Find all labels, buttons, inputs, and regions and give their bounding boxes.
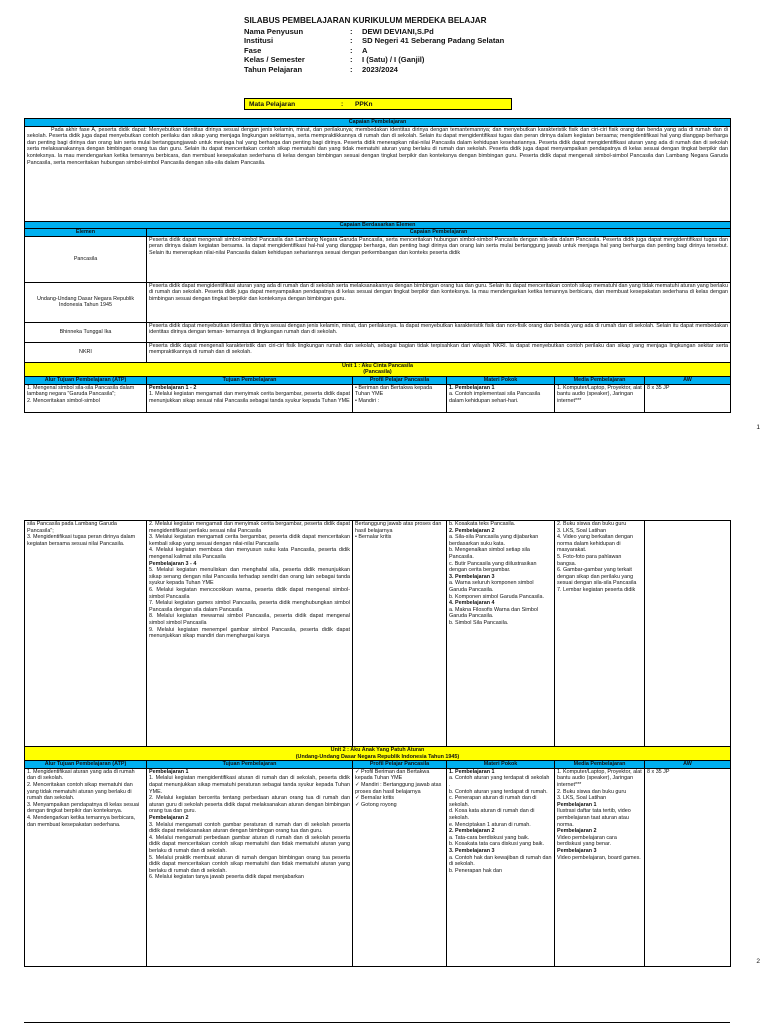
elemen-text: Peserta didik dapat mengenali simbol-simbol Pancasila dan Lambang Negara Garuda Pancasila, serta menceritakan hubungan simbol-simbol Pancasila dengan sila-sila dalam Pancasila. Peserta didik juga dapat mengidentifikasi tugas dan peran dirinya dalam kegiatan bersama. Ia dapat mengidentifikasi hal-hal yang dianggap berharga, dan penting bagi dirinya dan orang lain serta mulai bertanggung jawab untuk menjaga hal yang berharga dan penting bagi dirinya tersebut. Selain itu menerapkan nilai-nilai Pancasila dalam kehidupan sehariannya sesuai dengan perkembangan dan konteks peserta didik [147, 236, 731, 282]
elemen-name: Pancasila [25, 236, 147, 282]
profil-cell: • Beriman dan Bertakwa kepada Tuhan YME • Mandiri : [353, 384, 447, 412]
column-header: Materi Pokok [447, 376, 555, 384]
column-header: Profil Pelajar Pancasila [353, 376, 447, 384]
column-header: Alur Tujuan Pembelajaran (ATP) [25, 761, 147, 769]
tp-cell: Pembelajaran 1 - 2 1. Melalui kegiatan mengamati dan menyimak cerita bergambar, peserta didik dapat menunjukkan sikap sesuai nilai Pancasila sebagai tanda syukur kepada Tuhan YME [147, 384, 353, 412]
media-cell: 1. Komputer/Laptop, Proyektor, alat bantu audio (speaker), Jaringan internet*** [555, 384, 645, 412]
aw-cell [645, 521, 731, 747]
column-header: AW [645, 376, 731, 384]
unit2-title: Unit 2 : Aku Anak Yang Patuh Aturan (Undang-Undang Dasar Negara Republik Indonesia Tahun 1945) [25, 747, 731, 761]
profil-cell: Bertanggung jawab atas proses dan hasil belajarnya • Bernalar kritis [353, 521, 447, 747]
column-header: Tujuan Pembelajaran [147, 376, 353, 384]
atp-cell: sila Pancasila pada Lambang Garuda Pancasila"; 3. Mengidentifikasi tugas peran dirinya dalam kegiatan bersama sesuai nilai Pancasila. [25, 521, 147, 747]
elemen-col-header: Elemen [25, 229, 147, 237]
page-1 [0, 0, 768, 440]
capaian-text: Pada akhir fase A, peserta didik dapat: Menyebutkan identitas dirinya sesuai dengan jenis kelamin, minat, dan perilakunya; membedakan identitas dirinya dengan temantemannya; dan menyebutkan karakteristik fisik dan ciri-ciri fisik orang dan benda yang ada di rumah dan di sekolah. Peserta didik juga dapat menyebutkan contoh perilaku dan sikap yang menjaga lingkungan sekitarnya, serta mempraktikkannya di rumah dan di sekolah. Selain itu dapat mengidentifikasi tugas dan peran dirinya dalam kegiatan bersama; mengidentifikasi hal yang dianggap berharga dan penting bagi dirinya dan orang lain serta mulai bertanggungjawab untuk menjaga hal yang berharga dan penting bagi dirinya. Peserta didik menerapkan nilai-nilai Pancasila dalam kehidupan kesehariannya. Peserta didik dapat mengidentifikasi aturan yang ada di rumah dan di sekolah serta melaksanakannya dengan bimbingan orang tua dan guru. Selain itu dapat menceritakan contoh sikap mematuhi dan yang tidak mematuhi aturan yang berlaku di rumah dan sekolah. Peserta didik juga dapat menyampaikan pendapatnya di kelas sesuai dengan tingkat berpikir dan konteksnya. Ia mau mendengarkan ketika temannya berbicara, dan membuat kesepakatan sederhana di kelas dengan bimbingan sesuai dengan tingkat berpikir dan konteksnya dengan bimbingan guru. Peserta didik dapat mengenali simbol-simbol Pancasila dan Lambang Negara Garuda Pancasila, serta menceritakan hubungan simbol-simbol Pancasila dengan sila-sila dalam Pancasila. [25, 126, 731, 221]
unit1-title: Unit 1 : Aku Cinta Pancasila (Pancasila) [25, 362, 731, 376]
field-row: Fase : A [244, 45, 368, 55]
elemen-text: Peserta didik dapat mengidentifikasi aturan yang ada di rumah dan di sekolah serta melaksanakannya dengan bimbingan orang tua dan guru. Selain itu dapat menceritakan contoh sikap mematuhi dan yang tidak mematuhi aturan yang berlaku di rumah dan sekolah. Peserta didik juga dapat menyampaikan pendapatnya di kelas sesuai dengan tingkat berpikir dan konteksnya. Ia mau mendengarkan ketika temannya berbicara, dan membuat kesepakatan sederhana di kelas dengan bimbingan sesuai dengan tingkat berpikir dan konteksnya dengan bimbingan guru. [147, 282, 731, 322]
elemen-title: Capaian Berdasarkan Elemen [25, 221, 731, 229]
syllabus-table-page2 [24, 520, 731, 967]
subject-bar: Mata Pelajaran : PPKn [244, 98, 512, 110]
page-number: 2 [756, 958, 760, 965]
media-cell: 1. Komputer/Laptop, Proyektor, alat bantu audio (speaker), Jaringan internet*** 2. Buku siswa dan buku guru 3. LKS, Soal Latihan Pembelajaran 1 Ilustrasi daftar tata tertib, video pembelajaran taat aturan atau norma. Pembelajaran 2 Video pembelajaran cara berdiskusi yang benar. Pembelajaran 3 Video pembelajaran, board games. [555, 768, 645, 966]
materi-cell: 1. Pembelajaran 1 a. Contoh aturan yang terdapat di sekolah . b. Contoh aturan yang terdapat di rumah. c. Penerapan aturan di rumah dan di sekolah. d. Kosa kata aturan di rumah dan di sekolah. e. Menciptakan 1 aturan di rumah. 2. Pembelajaran 2 a. Tata-cara berdiskusi yang baik. b. Kosakata tata cara diskusi yang baik. 3. Pembelajaran 3 a. Contoh hak dan kewajiban di rumah dan di sekolah. b. Penerapan hak dan [447, 768, 555, 966]
elemen-name: Undang-Undang Dasar Negara Republik Indonesia Tahun 1945 [25, 282, 147, 322]
column-header: AW [645, 761, 731, 769]
tp-cell: Pembelajaran 1 1. Melalui kegiatan mengidentifikasi aturan di rumah dan di sekolah, peserta didik dapat menunjukkan sikap mematuhi peraturan sebagai tanda syukur kepada Tuhan YME. 2. Melalui kegiatan bercerita tentang perbedaan aturan orang tua di rumah dan aturan guru di sekolah peserta didik dapat melaksanakan aturan dengan bimbingan orang tua dan guru. Pembelajaran 2 3. Melalui mengamati contoh gambar peraturan di rumah dan di sekolah peserta didik dapat melaksanakan aturan dengan bimbingan orang tua dan guru. 4. Melalui mengamati perbedaan gambar aturan di rumah dan di sekolah peserta didik dapat menceritakan contoh sikap mematuhi dan tidak mematuhi aturan yang berlaku di rumah dan di sekolah. 5. Melalui praktik membuat aturan di rumah dengan bimbingan orang tua peserta didik dapat menceritakan contoh sikap mematuhi dan tidak mematuhi aturan yang berlaku di rumah dan di sekolah. 6. Melalui kegiatan tanya jawab peserta didik dapat menjabarkan [147, 768, 353, 966]
field-row: Institusi : SD Negeri 41 Seberang Padang Selatan [244, 36, 505, 46]
tp-cell: 2. Melalui kegiatan mengamati dan menyimak cerita bergambar, peserta didik dapat mengidentifikasi perilaku sesuai nilai Pancasila 3. Melalui kegiatan mengamati cerita bergambar, peserta didik dapat menceritakan kembali sikap yang sesuai dengan nilai-nilai Pancasila 4. Melalui kegiatan membaca dan menyusun suku kata Pancasila, peserta didik mengenal kalimat sila Pancasila Pembelajaran 3 - 4 5. Melalui kegiatan menuliskan dan menghafal sila, peserta didik menunjukkan sikap senang dengan nilai Pancasila terhadap sendiri dan orang lain sebagai tanda syukur kepada Tuhan YME 6. Melalui kegiatan mencocokkan warna, peserta didik dapat mengenal simbol-simbol Pancasila 7. Melalui kegiatan games simbol Pancasila, peserta didik menghubungkan simbol Pancasila dengan sila dalam Pancasila 8. Melalui kegiatan mewarnai simbol Pancasila, peserta didik dapat mengenal simbol simbol Pancasila 9. Melalui kegiatan menempel gambar simbol Pancasila, peserta didik dapat menunjukkan sikap mandiri dan menghargai karya [147, 521, 353, 747]
atp-cell: 1. Mengenal simbol sila-sila Pancasila dalam lambang negara "Garuda Pancasila"; 2. Menceritakan simbol-simbol [25, 384, 147, 412]
field-row: Kelas / Semester : I (Satu) / I (Ganjil) [244, 55, 425, 65]
document-title: SILABUS PEMBELAJARAN KURIKULUM MERDEKA BELAJAR [244, 16, 487, 25]
footer-divider [24, 1022, 730, 1023]
elemen-text: Peserta didik dapat menyebutkan identitas dirinya sesuai dengan jenis kelamin, minat, dan perilakunya. Ia dapat menyebutkan karakteristik fisik dan non-fisik orang dan benda yang ada di rumah dan di sekolah. Selain itu dapat membedakan identitas dirinya dengan teman- temannya di lingkungan rumah dan di sekolah. [147, 322, 731, 342]
media-cell: 2. Buku siswa dan buku guru 3. LKS, Soal Latihan 4. Video yang berkaitan dengan norma dalam kehidupan di masyarakat. 5. Foto-foto para pahlawan bangsa. 6. Gambar-gambar yang terkait dengan sikap dan perilaku yang sesuai dengan sila-sila Pancasila 7. Lembar kegiatan peserta didik [555, 521, 645, 747]
materi-cell: 1. Pembelajaran 1 a. Contoh implementasi sila Pancasila dalam kehidupan sehari-hari. [447, 384, 555, 412]
capaian-title: Capaian Pembelajaran [25, 119, 731, 127]
page-2 [0, 506, 768, 1024]
elemen-name: Bhinneka Tunggal Ika [25, 322, 147, 342]
aw-cell: 8 x 35 JP [645, 768, 731, 966]
column-header: Media Pembelajaran [555, 376, 645, 384]
profil-cell: ✓ Profil Beriman dan Bertakwa kepada Tuhan YME ✓ Mandiri : Bertanggung jawab atas proses dan hasil belajarnya ✓ Bernalar kritis ✓ Gotong royong [353, 768, 447, 966]
materi-cell: b. Kosakata teks Pancasila. 2. Pembelajaran 2 a. Sila-sila Pancasila yang dijabarkan berdasarkan suku kata. b. Mengenalkan simbol setiap sila Pancasila. c. Butir Pancasila yang diilustrasikan dengan cerita bergambar. 3. Pembelajaran 3 a. Warna seluruh komponen simbol Garuda Pancasila. b. Komponen simbol Garuda Pancasila. 4. Pembelajaran 4 a. Makna Filosofis Warna dan Simbol Garuda Pancasila. b. Simbol Sila Pancasila. [447, 521, 555, 747]
column-header: Media Pembelajaran [555, 761, 645, 769]
elemen-name: NKRI [25, 342, 147, 362]
aw-cell: 8 x 35 JP [645, 384, 731, 412]
page-number: 1 [756, 424, 760, 431]
column-header: Materi Pokok [447, 761, 555, 769]
syllabus-table-page1 [24, 118, 731, 413]
column-header: Tujuan Pembelajaran [147, 761, 353, 769]
field-row: Tahun Pelajaran : 2023/2024 [244, 64, 398, 74]
column-header: Alur Tujuan Pembelajaran (ATP) [25, 376, 147, 384]
field-row: Nama Penyusun : DEWI DEVIANI,S.Pd [244, 26, 434, 36]
document-header [244, 16, 504, 75]
atp-cell: 1. Mengidentifikasi aturan yang ada di rumah dan di sekolah. 2. Menceritakan contoh sikap mematuhi dan yang tidak mematuhi aturan yang berlaku di rumah dan sekolah. 3. Menyampaikan pendapatnya di kelas sesuai dengan tingkat berpikir dan konteksnya. 4. Mendengarkan ketika temannya berbicara, dan membuat kesepakatan sederhana. [25, 768, 147, 966]
column-header: Profil Pelajar Pancasila [353, 761, 447, 769]
capaian-col-header: Capaian Pembelajaran [147, 229, 731, 237]
elemen-text: Peserta didik dapat mengenali karakteristik dan ciri-ciri fisik lingkungan rumah dan sekolah, sebagai bagian tidak terpisahkan dari wilayah NKRI. Ia dapat menyebutkan contoh perilaku dan sikap yang menjaga lingkungan sekitar serta mempraktikannya di rumah dan di sekolah. [147, 342, 731, 362]
